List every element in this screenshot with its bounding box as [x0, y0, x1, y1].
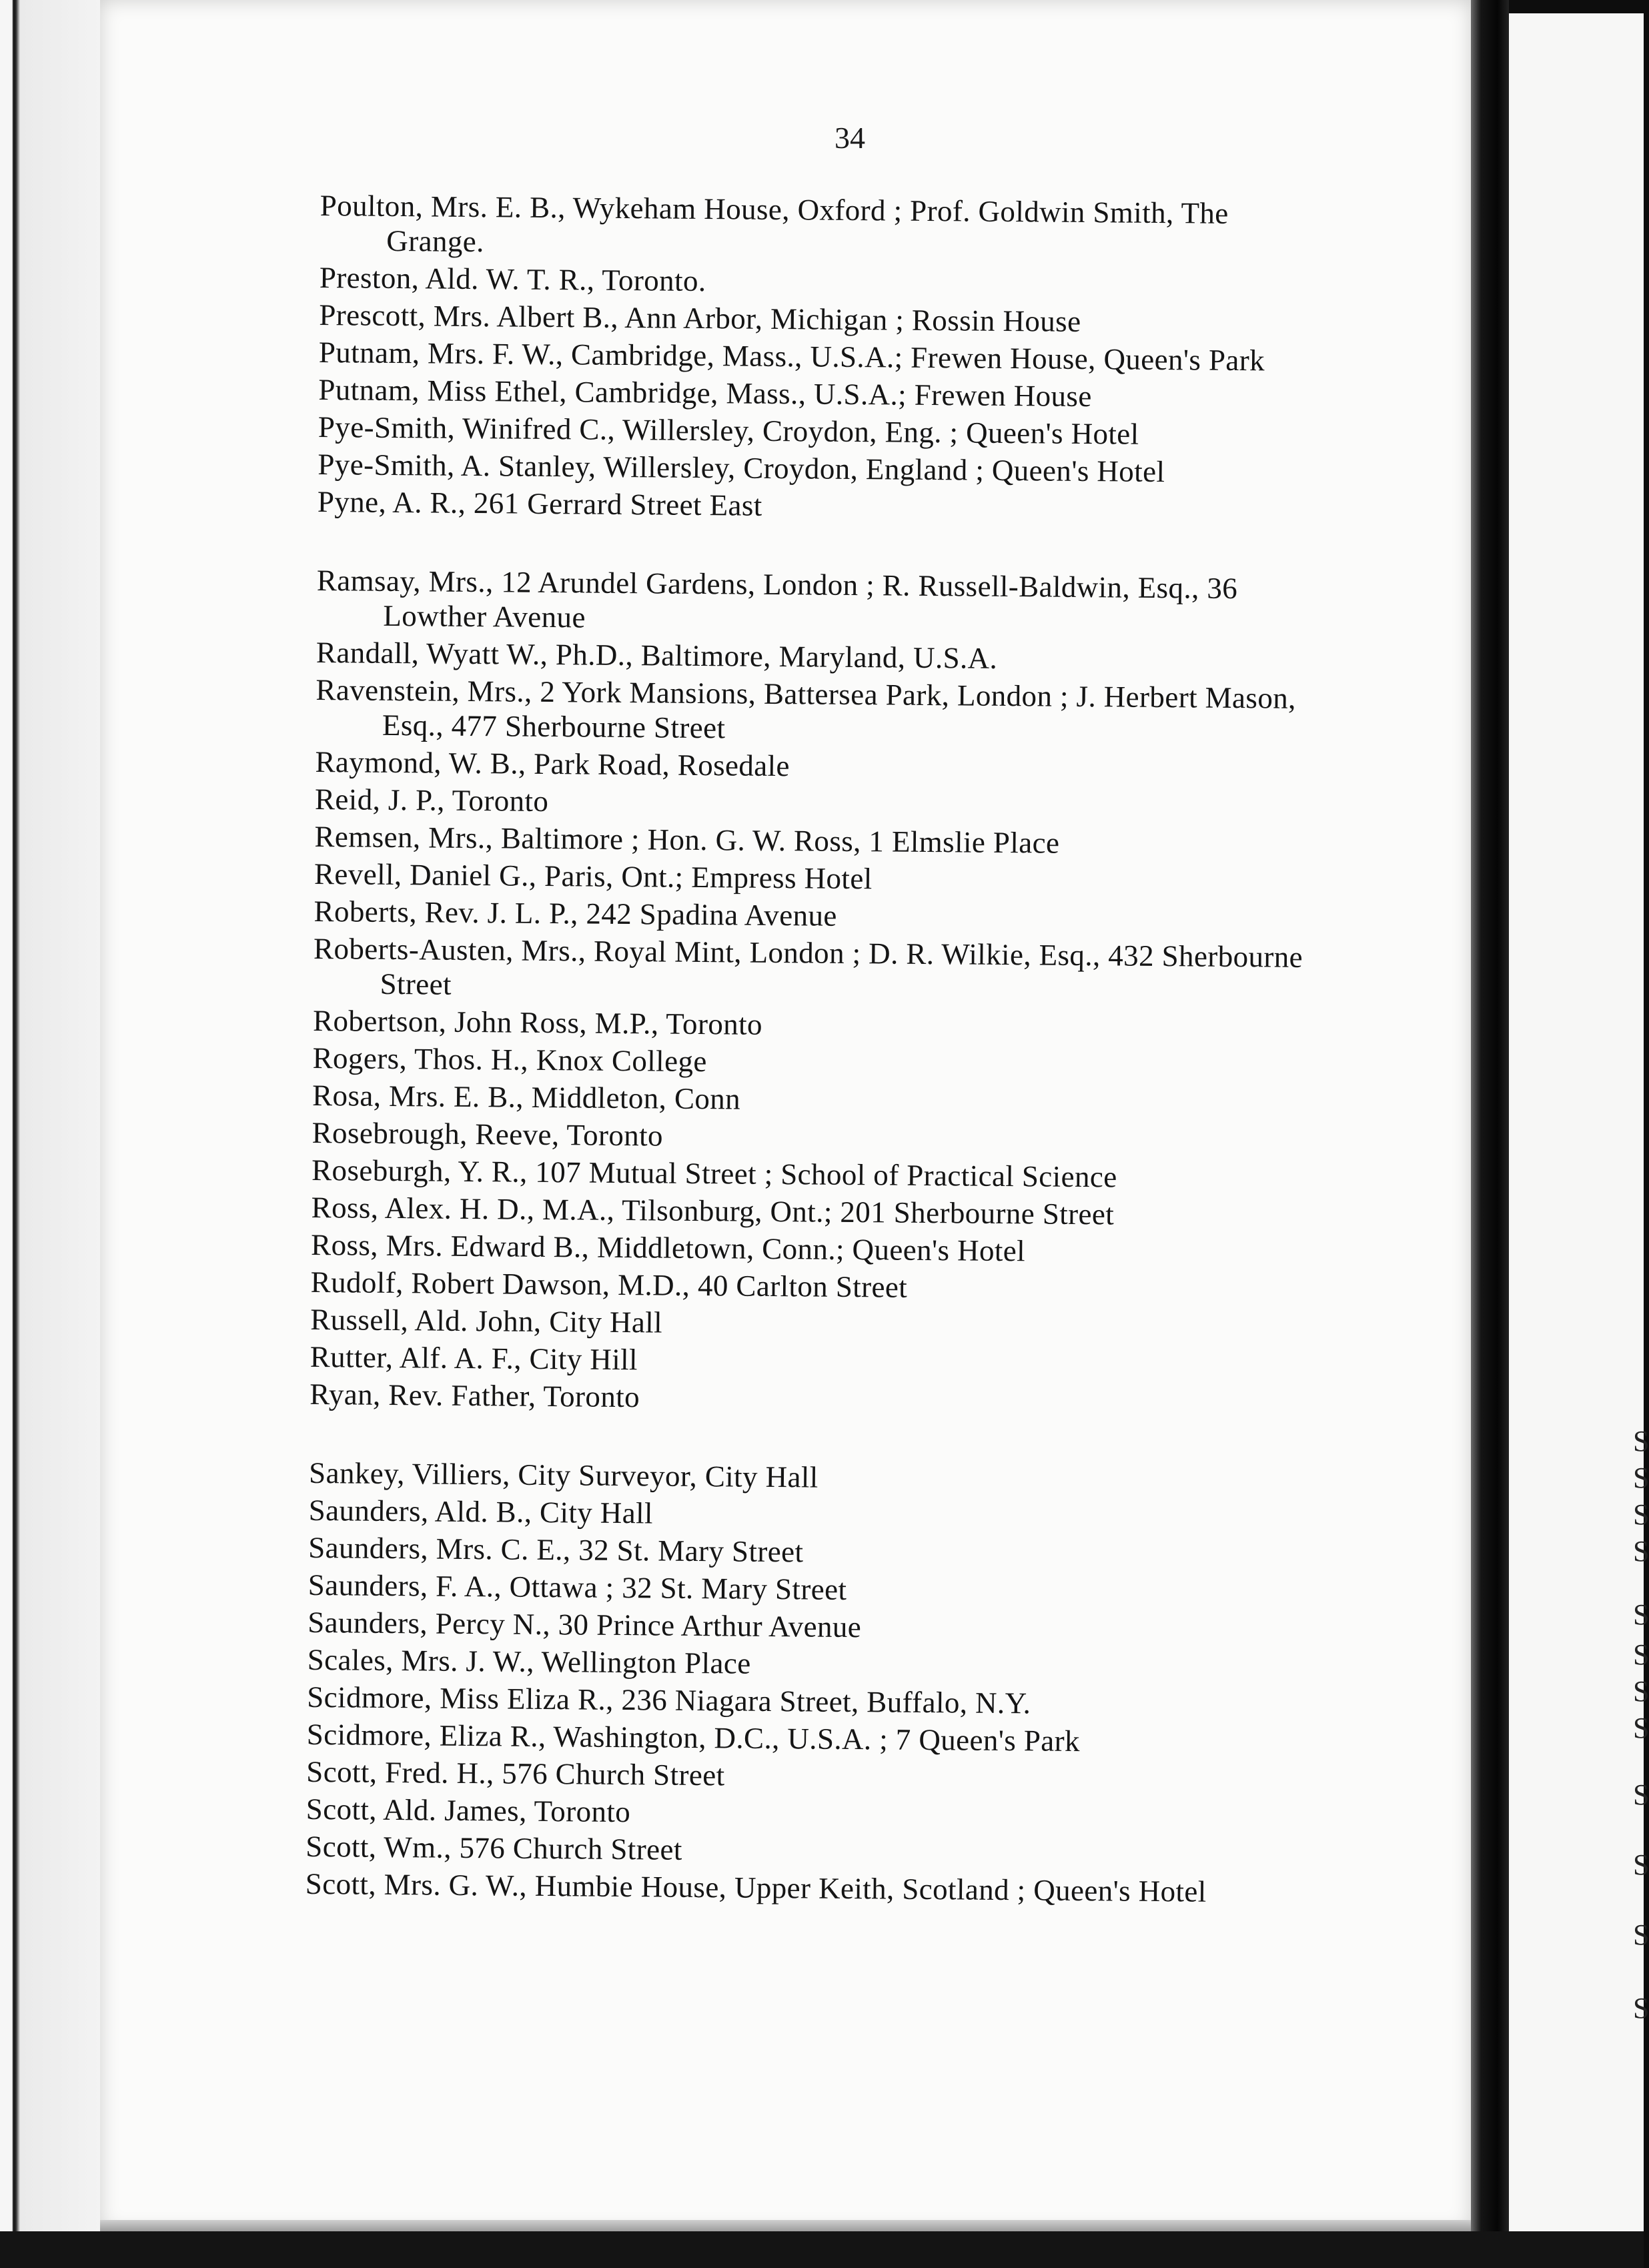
facing-page-letter: S: [1633, 1778, 1649, 1811]
facing-page-letter: S: [1633, 1598, 1649, 1631]
list-item: Raymond, W. B., Park Road, Rosedale: [315, 744, 790, 783]
scan-bottom-band: [0, 2231, 1644, 2268]
page-number: 34: [835, 121, 865, 155]
list-item: Scales, Mrs. J. W., Wellington Place: [307, 1642, 751, 1680]
list-item: Russell, Ald. John, City Hall: [310, 1302, 663, 1339]
list-item: Scott, Wm., 576 Church Street: [306, 1829, 682, 1866]
list-item: Reid, J. P., Toronto: [314, 782, 549, 818]
page-gutter: [1471, 0, 1509, 2268]
list-item: Roberts-Austen, Mrs., Royal Mint, London ; D. R. Wilkie, Esq., 432 Sherbourne Street: [313, 931, 1303, 1001]
list-item: Saunders, Ald. B., City Hall: [308, 1493, 654, 1530]
list-item: Rosebrough, Reeve, Toronto: [312, 1115, 664, 1153]
list-item: Prescott, Mrs. Albert B., Ann Arbor, Michigan ; Rossin House: [319, 298, 1081, 338]
directory-entries: [306, 188, 1334, 1912]
facing-page: [1509, 13, 1644, 2268]
list-item: Robertson, John Ross, M.P., Toronto: [312, 1003, 763, 1041]
list-item: Putnam, Mrs. F. W., Cambridge, Mass., U.S.A.; Frewen House, Queen's Park: [318, 335, 1265, 378]
binding-strip: [0, 0, 100, 2268]
facing-page-letter: S: [1633, 1425, 1649, 1458]
facing-page-letter: S: [1633, 1675, 1649, 1708]
list-item: Roberts, Rev. J. L. P., 242 Spadina Avenue: [314, 894, 837, 933]
list-item: Rosa, Mrs. E. B., Middleton, Conn: [312, 1078, 741, 1116]
list-item: Saunders, F. A., Ottawa ; 32 St. Mary Street: [308, 1568, 847, 1606]
list-item: Rutter, Alf. A. F., City Hill: [310, 1339, 638, 1377]
entry-group-s: [306, 1456, 1323, 1910]
entry-group-r: [310, 563, 1331, 1420]
list-item: Sankey, Villiers, City Surveyor, City Hall: [308, 1456, 818, 1494]
list-item: Revell, Daniel G., Paris, Ont.; Empress Hotel: [314, 857, 873, 896]
list-item: Scott, Ald. James, Toronto: [306, 1792, 631, 1829]
facing-page-letter: S: [1633, 1462, 1649, 1494]
list-item: Scott, Fred. H., 576 Church Street: [306, 1754, 725, 1792]
facing-page-letter: S: [1633, 1918, 1649, 1951]
list-item: Rudolf, Robert Dawson, M.D., 40 Carlton Street: [310, 1265, 908, 1304]
list-item: Scidmore, Miss Eliza R., 236 Niagara Street, Buffalo, N.Y.: [307, 1680, 1031, 1720]
list-item: Rogers, Thos. H., Knox College: [312, 1041, 707, 1079]
entry-group-p: [318, 188, 1334, 528]
list-item: Preston, Ald. W. T. R., Toronto.: [319, 260, 706, 298]
list-item: Roseburgh, Y. R., 107 Mutual Street ; School of Practical Science: [311, 1153, 1117, 1194]
facing-page-letter: S: [1633, 1848, 1649, 1881]
list-item: Pye-Smith, A. Stanley, Willersley, Croydon, England ; Queen's Hotel: [318, 447, 1165, 489]
list-item: Randall, Wyatt W., Ph.D., Baltimore, Maryland, U.S.A.: [316, 635, 998, 675]
list-item: Ravenstein, Mrs., 2 York Mansions, Battersea Park, London ; J. Herbert Mason, Esq., 477 Sherbourne Street: [316, 672, 1297, 745]
page-bottom-edge: [100, 2220, 1471, 2232]
list-item: Ross, Alex. H. D., M.A., Tilsonburg, Ont.; 201 Sherbourne Street: [311, 1190, 1115, 1231]
list-item: Ryan, Rev. Father, Toronto: [310, 1377, 640, 1414]
list-item: Ross, Mrs. Edward B., Middletown, Conn.; Queen's Hotel: [310, 1227, 1026, 1268]
facing-page-letter: S: [1633, 1498, 1649, 1531]
list-item: Pye-Smith, Winifred C., Willersley, Croydon, Eng. ; Queen's Hotel: [318, 410, 1139, 451]
list-item: Remsen, Mrs., Baltimore ; Hon. G. W. Ross, 1 Elmslie Place: [314, 819, 1060, 860]
list-item: Putnam, Miss Ethel, Cambridge, Mass., U.S.A.; Frewen House: [318, 372, 1092, 414]
facing-page-letter: S: [1633, 1992, 1649, 2025]
list-item: Poulton, Mrs. E. B., Wykeham House, Oxford ; Prof. Goldwin Smith, The Grange.: [320, 188, 1229, 259]
list-item: Saunders, Mrs. C. E., 32 St. Mary Street: [308, 1530, 804, 1569]
facing-page-letter: S: [1633, 1712, 1649, 1744]
list-item: Scott, Mrs. G. W., Humbie House, Upper Keith, Scotland ; Queen's Hotel: [305, 1866, 1207, 1908]
list-item: Saunders, Percy N., 30 Prince Arthur Avenue: [308, 1605, 862, 1644]
list-item: Ramsay, Mrs., 12 Arundel Gardens, London ; R. Russell-Baldwin, Esq., 36 Lowther Avenue: [316, 563, 1238, 634]
list-item: Scidmore, Eliza R., Washington, D.C., U.S.A. ; 7 Queen's Park: [306, 1717, 1081, 1758]
facing-page-letter: S: [1633, 1638, 1649, 1671]
facing-page-letter: S: [1633, 1535, 1649, 1568]
list-item: Pyne, A. R., 261 Gerrard Street East: [317, 484, 762, 522]
